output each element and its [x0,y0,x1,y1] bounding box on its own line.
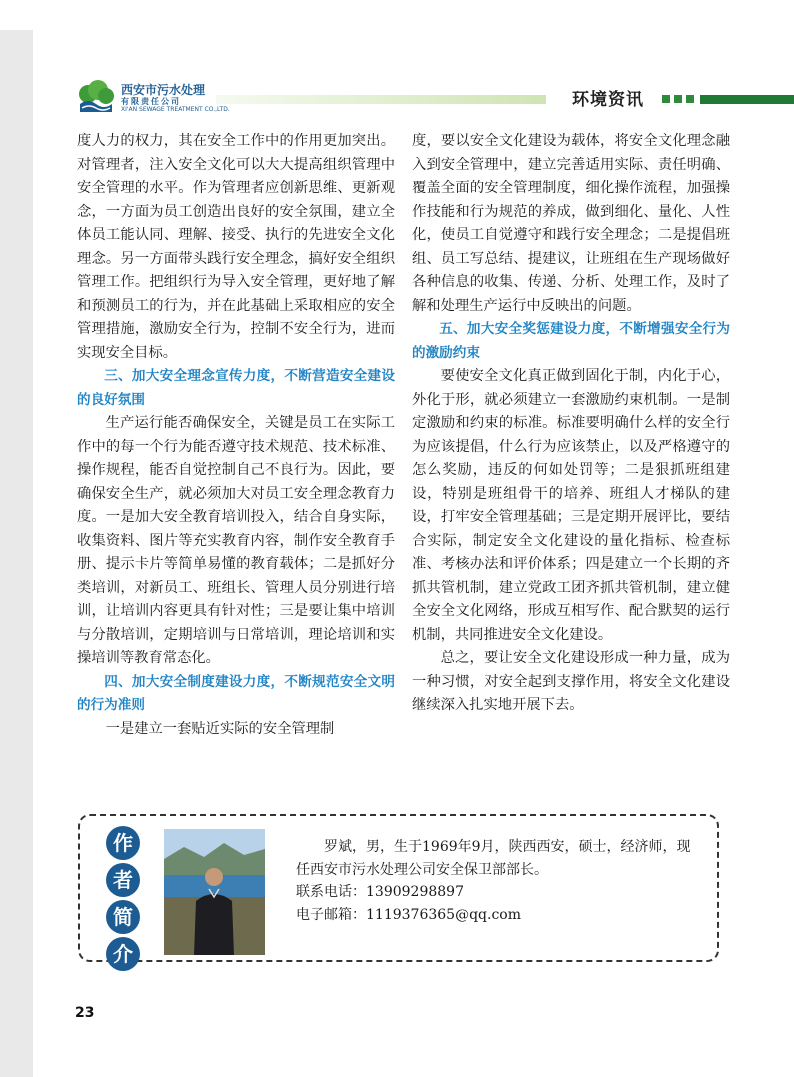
author-intro-label [106,826,142,974]
author-label-char: 作 [106,826,140,860]
page-edge-strip [0,0,33,1077]
header-square [686,95,694,103]
section-title: 环境资讯 [572,90,644,110]
author-phone: 联系电话：13909298897 [296,884,464,900]
section-heading: 三、加大安全理念宣传力度，不断营造安全建设的良好氛围 [77,368,395,408]
author-label-char: 简 [106,900,140,934]
author-photo [163,828,266,956]
left-column [77,130,395,741]
author-bio: 罗斌，男，生于1969年9月，陕西西安，硕士，经济师，现任西安市污水处理公司安全保卫部部长。 [296,839,691,878]
header-gradient-bar [216,95,546,104]
author-label-char: 介 [106,937,140,971]
header-square [674,95,682,103]
body-paragraph: 生产运行能否确保安全，关键是员工在实际工作中的每一个行为能否遵守技术规范、技术标准、操作规程，能否自觉控制自己不良行为。因此，要确保安全生产，就必须加大对员工安全理念教育力度。一是加大安全教育培训投入，结合自身实际，收集资料、图片等充实教育内容，制作安全教育手册、提示卡片等简单易懂的教育载体；二是抓好分类培训，对新员工、班组长、管理人员分别进行培训，让培训内容更具有针对性；三是要让集中培训与分散培训，定期培训与日常培训，理论培训和实操培训等教育常态化。 [77,415,395,666]
body-paragraph: 一是建立一套贴近实际的安全管理制 [105,720,335,737]
header-green-bar [700,95,794,104]
right-column [412,130,730,718]
page-number: 23 [75,1005,95,1021]
logo-name-cn-sub: 有限责任公司 [121,96,181,106]
section-heading: 五、加大安全奖惩建设力度，不断增强安全行为的激励约束 [412,321,730,361]
author-info [296,836,700,926]
company-logo [76,78,230,118]
author-email: 电子邮箱：1119376365@qq.com [296,906,521,923]
section-heading: 四、加大安全制度建设力度，不断规范安全文明的行为准则 [77,673,395,713]
author-label-char: 者 [106,863,140,897]
body-paragraph: 要使安全文化真正做到固化于制，内化于心，外化于形，就必须建立一套激励约束机制。一是制定激励和约束的标准。标准要明确什么样的安全行为应该提倡，什么行为应该禁止，以及严格遵守的怎么奖励，违反的何如处罚等；二是狠抓班组建设，特别是班组骨干的培养、班组人才梯队的建设，打牢安全管理基础；三是定期开展评比，要结合实际，制定安全文化建设的量化指标、检查标准、考核办法和评价体系；四是建立一个长期的齐抓共管机制，建立党政工团齐抓共管机制，建立健全安全文化网络，形成互相写作、配合默契的运行机制，共同推进安全文化建设。 [412,368,730,643]
body-paragraph: 度人力的权力，其在安全工作中的作用更加突出。对管理者，注入安全文化可以大大提高组织管理中安全管理的水平。作为管理者应创新思维、更新观念，一方面为员工创造出良好的安全氛围，建立全体员工能认同、理解、接受、执行的先进安全文化理念。另一方面带头践行安全理念，搞好安全组织管理工作。把组织行为导入安全管理，更好地了解和预测员工的行为，并在此基础上采取相应的安全管理措施，激励安全行为，控制不安全行为，进而实现安全目标。 [77,133,395,361]
body-paragraph: 度，要以安全文化建设为载体，将安全文化理念融入到安全管理中，建立完善适用实际、责任明确、覆盖全面的安全管理制度，细化操作流程，加强操作技能和行为规范的养成，做到细化、量化、人性化，使员工自觉遵守和践行安全理念；二是提倡班组、员工写总结、提建议，让班组在生产现场做好各种信息的收集、传递、分析、处理工作，及时了解和处理生产运行中反映出的问题。 [412,133,730,314]
logo-name-en: XI'AN SEWAGE TREATMENT CO.,LTD. [121,105,230,113]
header-square [662,95,670,103]
logo-name-cn: 西安市污水处理 [121,82,206,97]
body-paragraph: 总之，要让安全文化建设形成一种力量，成为一种习惯，对安全起到支撑作用，将安全文化建设继续深入扎实地开展下去。 [412,650,730,713]
logo-cloud-icon [76,78,116,118]
